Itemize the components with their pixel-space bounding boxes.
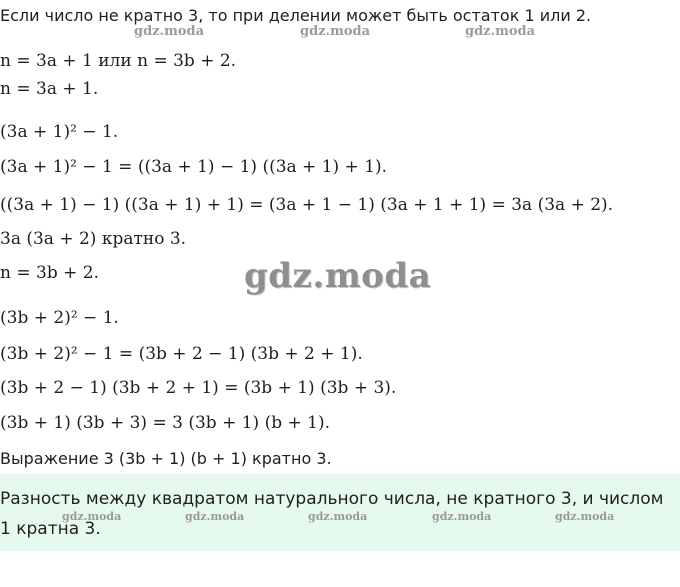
solution-line-6: ((3a + 1) − 1) ((3a + 1) + 1) = (3a + 1 − 1) (3a + 1 + 1) = 3a (3a + 2). [0,195,614,215]
solution-line-8: n = 3b + 2. [0,263,99,283]
solution-line-9: (3b + 2)² − 1. [0,308,119,328]
watermark-small: gdz.moda [62,510,122,523]
solution-line-5: (3a + 1)² − 1 = ((3a + 1) − 1) ((3a + 1) + 1). [0,157,388,177]
solution-line-3: n = 3a + 1. [0,79,99,99]
solution-line-4: (3a + 1)² − 1. [0,122,119,142]
solution-line-13: Выражение 3 (3b + 1) (b + 1) кратно 3. [0,449,332,468]
watermark-small: gdz.moda [134,24,205,39]
watermark-large: gdz.moda [244,256,432,296]
answer-box [0,474,680,551]
solution-line-10: (3b + 2)² − 1 = (3b + 2 − 1) (3b + 2 + 1). [0,344,363,364]
solution-line-1: Если число не кратно 3, то при делении может быть остаток 1 или 2. [0,6,592,25]
watermark-small: gdz.moda [308,510,368,523]
solution-line-11: (3b + 2 − 1) (3b + 2 + 1) = (3b + 1) (3b + 3). [0,378,397,398]
solution-line-2: n = 3a + 1 или n = 3b + 2. [0,51,237,71]
solution-line-12: (3b + 1) (3b + 3) = 3 (3b + 1) (b + 1). [0,413,330,433]
watermark-small: gdz.moda [555,510,615,523]
watermark-small: gdz.moda [432,510,492,523]
answer-text: Разность между квадратом натурального числа, не кратного 3, и числом 1 кратна 3. [0,489,664,539]
watermark-small: gdz.moda [300,24,371,39]
watermark-small: gdz.moda [465,24,536,39]
watermark-small: gdz.moda [185,510,245,523]
solution-line-7: 3a (3a + 2) кратно 3. [0,229,187,249]
